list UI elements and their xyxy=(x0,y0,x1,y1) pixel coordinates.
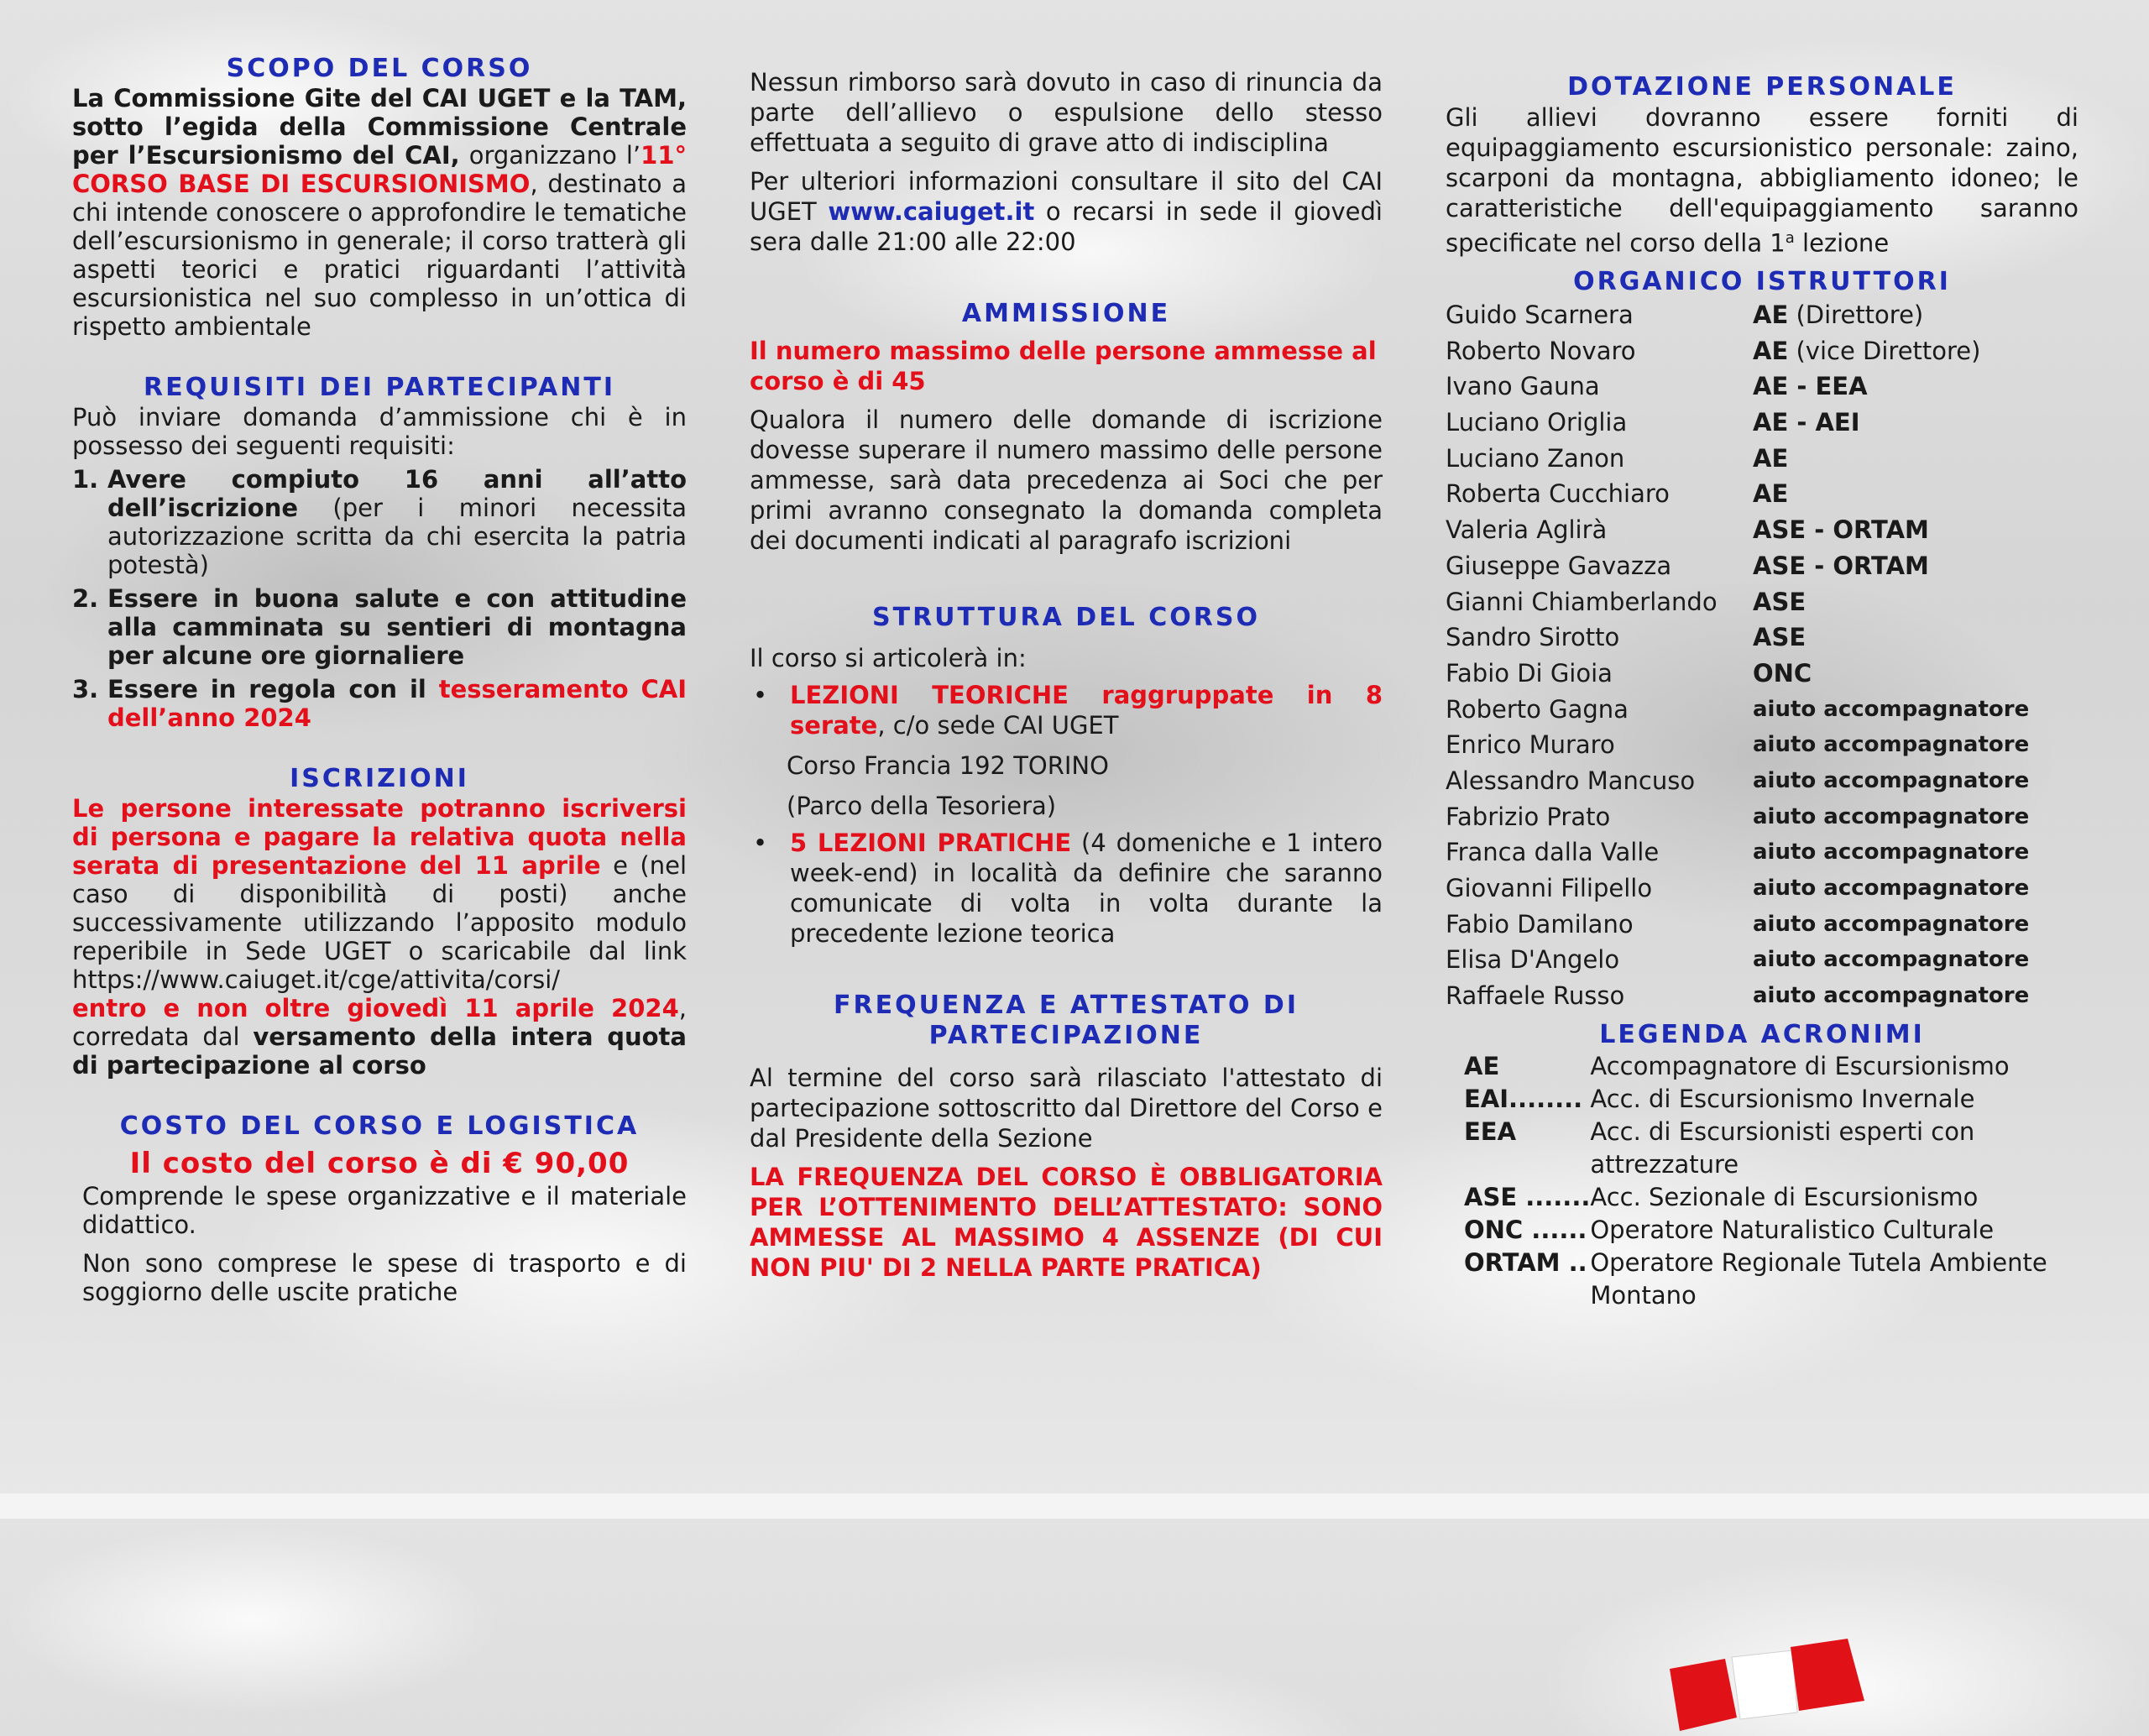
instructor-role-acronym: aiuto accompagnatore xyxy=(1753,983,2030,1009)
instructor-role-acronym: ASE xyxy=(1753,587,1807,616)
instructor-row xyxy=(1446,727,2078,763)
acronym-row xyxy=(1464,1083,2077,1116)
requisito-red: tesseramento CAI dell’anno 2024 xyxy=(107,675,687,732)
requisito-number: 2. xyxy=(72,584,99,613)
section-title-iscrizioni: ISCRIZIONI xyxy=(290,764,469,793)
iscrizioni-paragraph xyxy=(72,794,687,1080)
acronym-description: Acc. di Escursionisti esperti con attrezzature xyxy=(1590,1117,1975,1179)
instructor-role xyxy=(1753,297,2078,333)
instructor-name: Alessandro Mancuso xyxy=(1446,766,1696,795)
instructor-row xyxy=(1446,405,2078,441)
instructor-row xyxy=(1446,547,2078,583)
dotazione-text-after: lezione xyxy=(1794,228,1890,258)
costo-excludes: Non sono comprese le spese di trasporto e di soggiorno delle uscite pratiche xyxy=(82,1249,687,1306)
acronym-key: ORTAM .. xyxy=(1464,1248,1587,1278)
instructor-role-note: (vice Direttore) xyxy=(1788,336,1981,365)
instructor-role-acronym: aiuto accompagnatore xyxy=(1753,803,2030,829)
struttura-item-rest: , c/o sede CAI UGET xyxy=(877,711,1119,740)
instructor-role-acronym: AE - EEA xyxy=(1753,372,1868,401)
instructor-role xyxy=(1753,656,2078,692)
acronym-key: EAI........ xyxy=(1464,1085,1583,1114)
struttura-item xyxy=(750,680,1383,740)
column-middle xyxy=(750,67,1383,1283)
acronym-description: Acc. Sezionale di Escursionismo xyxy=(1590,1183,1979,1212)
struttura-list xyxy=(750,828,1383,949)
dotazione-paragraph xyxy=(1446,102,2078,259)
frequenza-text: Al termine del corso sarà rilasciato l'attestato di partecipazione sottoscritto dal Direttore del Corso e dal Presidente della Sezione xyxy=(750,1064,1383,1153)
section-title-requisiti: REQUISITI DEI PARTECIPANTI xyxy=(144,373,615,402)
instructors-table xyxy=(1446,297,2078,1014)
column-left xyxy=(72,54,687,1306)
acronym-key: ONC ...... xyxy=(1464,1216,1587,1245)
instructor-name: Giovanni Filipello xyxy=(1446,874,1653,902)
section-costo xyxy=(72,1111,687,1306)
section-organico xyxy=(1446,267,2078,1014)
instructor-name: Enrico Muraro xyxy=(1446,730,1615,760)
requisito-bold: Essere in regola con il xyxy=(107,675,439,703)
section-scopo xyxy=(72,54,687,341)
acronym-row xyxy=(1464,1050,2077,1083)
requisiti-intro: Può inviare domanda d’ammissione chi è in possesso dei seguenti requisiti: xyxy=(72,403,687,460)
acronym-key: ASE ....... xyxy=(1464,1183,1591,1212)
instructor-role-note: (Direttore) xyxy=(1788,301,1924,329)
instructor-role xyxy=(1753,834,2078,871)
instructor-row xyxy=(1446,476,2078,512)
instructor-name: Luciano Origlia xyxy=(1446,408,1628,437)
requisito-item xyxy=(72,465,687,579)
instructor-row xyxy=(1446,332,2078,369)
instructor-row xyxy=(1446,512,2078,548)
instructor-row xyxy=(1446,834,2078,871)
requisiti-list xyxy=(72,465,687,732)
instructor-role xyxy=(1753,978,2078,1014)
instructor-name: Raffaele Russo xyxy=(1446,981,1625,1011)
iscrizioni-bold-end: versamento della intera quota di partecipazione al corso xyxy=(72,1022,687,1080)
instructor-role xyxy=(1753,691,2078,727)
acronym-row xyxy=(1464,1214,2077,1247)
instructor-row xyxy=(1446,942,2078,978)
instructor-role-acronym: AE xyxy=(1753,443,1789,473)
scopo-intro: La Commissione Gite del CAI UGET e la TAM, sotto l’egida della Commissione Centrale per l’Escursionismo del CAI, xyxy=(72,84,687,170)
struttura-place: (Parco della Tesoriera) xyxy=(787,792,1057,820)
iscrizioni-text-2: , corredata dal xyxy=(72,994,687,1051)
instructor-name: Gianni Chiamberlando xyxy=(1446,587,1718,616)
instructor-role xyxy=(1753,763,2078,799)
instructor-role-acronym: AE xyxy=(1753,336,1789,365)
section-struttura xyxy=(750,603,1383,949)
section-title-organico: ORGANICO ISTRUTTORI xyxy=(1573,266,1951,296)
instructor-row xyxy=(1446,369,2078,405)
instructor-row xyxy=(1446,620,2078,656)
instructor-role-acronym: AE xyxy=(1753,479,1789,509)
ammissione-text: Qualora il numero delle domande di iscrizione dovesse superare il numero massimo delle persone ammesse, sarà data precedenza ai Soci che per primi avranno consegnato la domanda completa dei documenti indicati al paragrafo iscrizioni xyxy=(750,405,1383,555)
instructor-name: Fabio Damilano xyxy=(1446,909,1634,939)
instructor-role-acronym: ASE - ORTAM xyxy=(1753,515,1929,545)
acronym-row xyxy=(1464,1247,2077,1312)
requisito-rest: (per i minori necessita autorizzazione scritta da chi esercita la patria potestà) xyxy=(107,494,687,579)
instructor-name: Roberta Cucchiaro xyxy=(1446,479,1670,509)
scopo-course-name: 11° CORSO BASE DI ESCURSIONISMO xyxy=(72,141,687,198)
struttura-item-red: LEZIONI TEORICHE raggruppate in 8 serate xyxy=(790,681,1383,740)
column-right xyxy=(1446,72,2078,1312)
section-title-legenda: LEGENDA ACRONIMI xyxy=(1599,1020,1925,1050)
instructor-row xyxy=(1446,978,2078,1014)
dotazione-sup: a xyxy=(1785,229,1795,247)
instructor-row xyxy=(1446,871,2078,907)
section-dotazione xyxy=(1446,72,2078,259)
instructor-role-acronym: aiuto accompagnatore xyxy=(1753,839,2030,865)
instructor-name: Elisa D'Angelo xyxy=(1446,945,1620,975)
instructor-role xyxy=(1753,798,2078,834)
instructor-name: Ivano Gauna xyxy=(1446,372,1600,401)
instructor-name: Guido Scarnera xyxy=(1446,301,1634,329)
scopo-text-after: , destinato a chi intende conoscere o approfondire le tematiche dell’escursionismo in generale; il corso tratterà gli aspetti teorici e pratici riguardanti l’attività escursionistica nel suo complesso in un’ottica di rispetto ambientale xyxy=(72,170,687,341)
website-link[interactable]: www.caiuget.it xyxy=(828,197,1035,226)
struttura-item xyxy=(750,828,1383,949)
info-text-after: o recarsi in sede il giovedì sera dalle 21:00 alle 22:00 xyxy=(750,197,1383,256)
instructor-role-acronym: aiuto accompagnatore xyxy=(1753,732,2030,758)
instructor-row xyxy=(1446,440,2078,476)
instructor-role xyxy=(1753,405,2078,441)
requisito-number: 3. xyxy=(72,675,99,703)
iscrizioni-deadline: entro e non oltre giovedì 11 aprile 2024 xyxy=(72,994,679,1022)
section-title-ammissione: AMMISSIONE xyxy=(961,299,1171,328)
instructor-role xyxy=(1753,871,2078,907)
instructor-role xyxy=(1753,440,2078,476)
instructor-role xyxy=(1753,906,2078,942)
instructor-name: Roberto Novaro xyxy=(1446,336,1636,365)
instructor-name: Franca dalla Valle xyxy=(1446,838,1660,867)
section-title-dotazione: DOTAZIONE PERSONALE xyxy=(1567,72,1957,102)
acronym-description: Accompagnatore di Escursionismo xyxy=(1590,1052,2010,1081)
instructor-role-acronym: aiuto accompagnatore xyxy=(1753,911,2030,937)
struttura-list xyxy=(750,680,1383,740)
instructor-row xyxy=(1446,656,2078,692)
section-iscrizioni xyxy=(72,764,687,1080)
instructor-role-acronym: ASE xyxy=(1753,623,1807,652)
instructor-role-acronym: aiuto accompagnatore xyxy=(1753,767,2030,793)
section-ammissione xyxy=(750,299,1383,556)
trail-marker-icon xyxy=(1665,1635,1883,1736)
struttura-intro: Il corso si articolerà in: xyxy=(750,644,1027,672)
acronym-description: Acc. di Escursionismo Invernale xyxy=(1590,1085,1975,1114)
iscrizioni-red-intro: Le persone interessate potranno iscriversi di persona e pagare la relativa quota nella serata di presentazione del 11 aprile xyxy=(72,794,687,880)
acronym-key: EEA xyxy=(1464,1117,1517,1147)
instructor-role xyxy=(1753,620,2078,656)
instructor-role xyxy=(1753,942,2078,978)
requisito-number: 1. xyxy=(72,465,99,494)
acronym-description: Operatore Naturalistico Culturale xyxy=(1590,1216,1995,1245)
instructor-row xyxy=(1446,297,2078,333)
instructor-role-acronym: AE - AEI xyxy=(1753,408,1860,437)
instructor-role-acronym: AE xyxy=(1753,301,1789,329)
bullet-icon: • xyxy=(753,681,768,709)
instructor-name: Roberto Gagna xyxy=(1446,694,1629,724)
ammissione-max: Il numero massimo delle persone ammesse al corso è di 45 xyxy=(750,337,1377,395)
instructor-role-acronym: ASE - ORTAM xyxy=(1753,551,1929,580)
acronym-row xyxy=(1464,1116,2077,1181)
dotazione-text: Gli allievi dovranno essere forniti di equipaggiamento escursionistico personale: zaino, scarponi da montagna, abbigliamento idoneo; le caratteristiche dell'equipaggiamento saranno specificate nel corso della 1 xyxy=(1446,103,2078,258)
acronym-key: AE xyxy=(1464,1052,1500,1081)
costo-price: Il costo del corso è di € 90,00 xyxy=(129,1147,630,1180)
instructor-role-acronym: ONC xyxy=(1753,658,1812,688)
instructor-name: Fabrizio Prato xyxy=(1446,802,1611,831)
instructor-role xyxy=(1753,332,2078,369)
instructor-role xyxy=(1753,476,2078,512)
section-title-frequenza: FREQUENZA E ATTESTATO DI PARTECIPAZIONE xyxy=(833,991,1299,1050)
instructor-role xyxy=(1753,369,2078,405)
instructor-role xyxy=(1753,512,2078,548)
scopo-text-before: organizzano l’ xyxy=(459,141,641,170)
instructor-name: Luciano Zanon xyxy=(1446,443,1625,473)
instructor-role xyxy=(1753,547,2078,583)
requisito-item xyxy=(72,584,687,670)
acronym-row xyxy=(1464,1181,2077,1214)
section-legenda xyxy=(1446,1020,2078,1312)
section-title-costo: COSTO DEL CORSO E LOGISTICA xyxy=(119,1111,640,1141)
instructor-row xyxy=(1446,763,2078,799)
instructor-name: Sandro Sirotto xyxy=(1446,623,1620,652)
struttura-address: Corso Francia 192 TORINO xyxy=(787,751,1109,780)
iscrizioni-text: e (nel caso di disponibilità di posti) anche successivamente utilizzando l’apposito modulo reperibile in Sede UGET o scaricabile dal link https://www.caiuget.it/cge/attivita/corsi/ xyxy=(72,851,688,994)
instructor-role-acronym: aiuto accompagnatore xyxy=(1753,947,2030,973)
page-bottom-band xyxy=(0,1493,2149,1519)
struttura-item-red: 5 LEZIONI PRATICHE xyxy=(790,829,1072,857)
frequenza-obbligo: LA FREQUENZA DEL CORSO È OBBLIGATORIA PER L’OTTENIMENTO DELL’ATTESTATO: SONO AMMESSE AL MASSIMO 4 ASSENZE (DI CUI NON PIU' DI 2 NELLA PARTE PRATICA) xyxy=(750,1163,1383,1282)
costo-includes: Comprende le spese organizzative e il materiale didattico. xyxy=(82,1182,687,1239)
info-paragraph xyxy=(750,166,1383,257)
instructor-row xyxy=(1446,906,2078,942)
bullet-icon: • xyxy=(753,829,768,857)
section-requisiti xyxy=(72,373,687,732)
section-frequenza xyxy=(750,991,1383,1283)
instructor-name: Fabio Di Gioia xyxy=(1446,658,1613,688)
acronyms-table xyxy=(1464,1050,2077,1312)
instructor-row xyxy=(1446,691,2078,727)
acronym-description: Operatore Regionale Tutela Ambiente Montano xyxy=(1590,1248,2047,1310)
struttura-item-rest: (4 domeniche e 1 intero week-end) in località da definire che saranno comunicate di volta in volta durante la precedente lezione teorica xyxy=(790,829,1383,948)
instructor-role xyxy=(1753,583,2078,620)
section-title-struttura: STRUTTURA DEL CORSO xyxy=(872,603,1260,632)
instructor-role xyxy=(1753,727,2078,763)
scopo-paragraph xyxy=(72,84,687,341)
requisito-bold: Avere compiuto 16 anni all’atto dell’iscrizione xyxy=(107,465,687,522)
instructor-role-acronym: aiuto accompagnatore xyxy=(1753,876,2030,901)
rimborso-paragraph: Nessun rimborso sarà dovuto in caso di rinuncia da parte dell’allievo o espulsione dello stesso effettuata a seguito di grave atto di indisciplina xyxy=(750,68,1383,157)
section-title-scopo: SCOPO DEL CORSO xyxy=(226,54,533,83)
info-text-before: Per ulteriori informazioni consultare il sito del CAI UGET xyxy=(750,167,1383,226)
requisito-item xyxy=(72,675,687,732)
instructor-name: Valeria Aglirà xyxy=(1446,515,1608,545)
instructor-row xyxy=(1446,583,2078,620)
requisito-bold: Essere in buona salute e con attitudine alla camminata su sentieri di montagna per alcune ore giornaliere xyxy=(107,584,687,670)
instructor-name: Giuseppe Gavazza xyxy=(1446,551,1672,580)
instructor-role-acronym: aiuto accompagnatore xyxy=(1753,696,2030,722)
instructor-row xyxy=(1446,798,2078,834)
